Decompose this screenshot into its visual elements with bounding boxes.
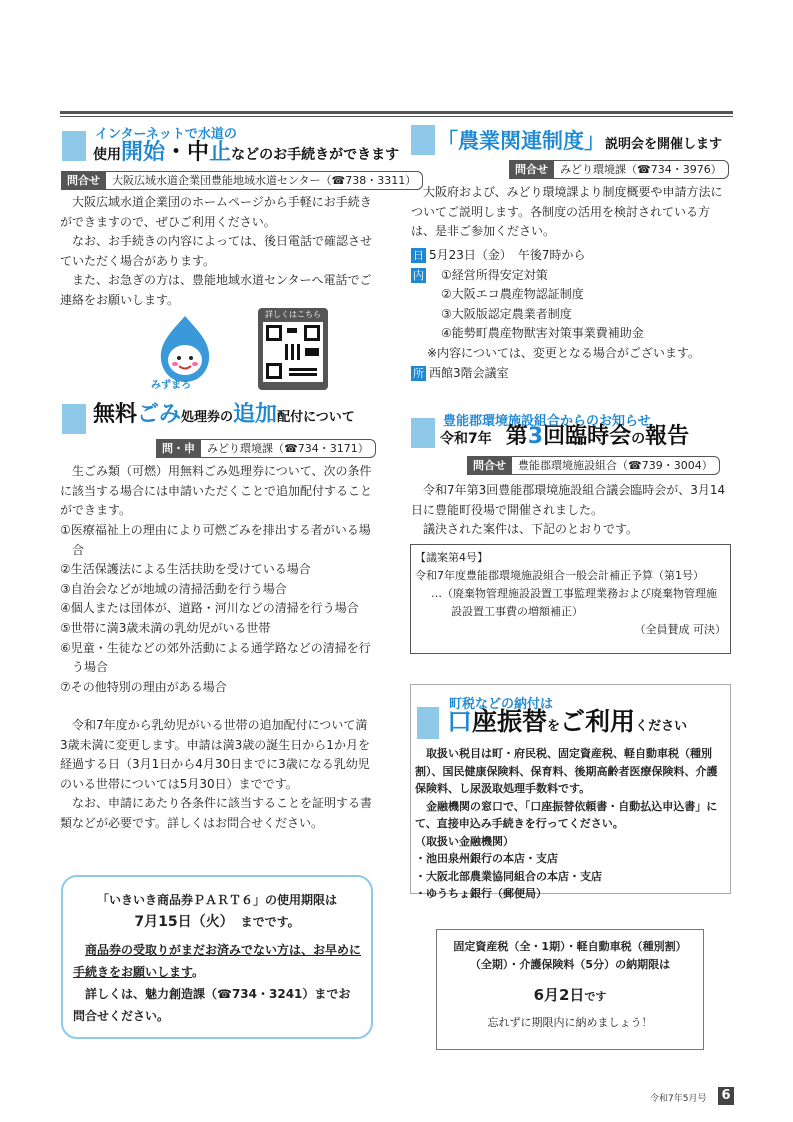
voucher-line4: 詳しくは、魅力創造課（☎734・3241）までお問合せください。 bbox=[73, 987, 351, 1023]
heading-marker bbox=[62, 131, 86, 161]
contact-org: 大阪広域水道企業団豊能地域水道センター（☎738・3311） bbox=[106, 171, 423, 190]
qr-pattern bbox=[263, 322, 323, 382]
agri-intro: 大阪府および、みどり環境課より制度概要や申請方法についてご説明します。各制度の活用を検討されている方は、是非ご参加ください。 bbox=[411, 185, 723, 239]
garbage-intro: 生ごみ類（可燃）用無料ごみ処理券について、次の条件に該当する場合には申請いただくことで追加配付することができます。 bbox=[60, 464, 373, 518]
contact-label: 問合せ bbox=[509, 160, 554, 179]
heading-marker bbox=[417, 707, 439, 739]
agri-date-row: 日 5月23日（金） 午後7時から bbox=[413, 248, 586, 262]
list-item: ④能勢町農産物獣害対策事業費補助金 bbox=[441, 326, 644, 341]
heading-marker bbox=[62, 404, 86, 434]
list-item: ・大阪北部農業協同組合の本店・支店 bbox=[415, 869, 602, 883]
agri-note: ※内容については、変更となる場合がございます。 bbox=[427, 345, 700, 360]
garbage-conditions bbox=[60, 521, 374, 697]
agri-content-row: 内 ①経営所得安定対策 bbox=[413, 267, 548, 282]
contact-label: 問合せ bbox=[467, 456, 512, 475]
agri-contact bbox=[509, 160, 729, 179]
deadline-line2: （全期）・介護保険料（5分）の納期限は bbox=[469, 958, 671, 971]
bill-title: 【議案第4号】 bbox=[415, 551, 488, 564]
mascot-name: みずまろ bbox=[151, 380, 191, 391]
agri-title: 「農業関連制度」説明会を開催します bbox=[437, 129, 723, 153]
tax-body: 取扱い税目は町・府民税、固定資産税、軽自動車税（種別割）、国民健康保険料、保育料、後期高齢者医療保険料、介護保険料、し尿汲取処理手数料です。 金融機関の窓口で、「口座振替依頼書・自動払込申込書」にて、直接申込み手続きを行ってください。 （取扱い金融機関） ・池田泉州銀行の本店・支店 ・大阪北部農業協同組合の本店・支店 ・ゆうちょ銀行（郵便局） bbox=[415, 745, 728, 903]
top-rule bbox=[60, 111, 733, 117]
list-item: ②大阪エコ農産物認証制度 bbox=[441, 287, 584, 302]
voucher-line1: 「いきいき商品券ＰＡＲＴ６」の使用期限は bbox=[96, 893, 337, 907]
deadline-notice bbox=[436, 929, 704, 1050]
heading-marker bbox=[411, 418, 435, 448]
bill-result: （全員賛成 可決） bbox=[634, 623, 726, 636]
list-item: ・池田泉州銀行の本店・支店 bbox=[415, 852, 558, 865]
mizumaro-mascot-icon bbox=[145, 312, 225, 392]
garbage-details: 令和7年度から乳幼児がいる世帯の追加配付について満3歳未満に変更します。申請は満3歳の誕生日から1か月を経過する日（3月1日から4月30日までに3歳になる乳幼児のいる世帯については5月30日）までです。 なお、申請にあたり各条件に該当することを証明する書類などが必要です。詳しくはお問合せください。 bbox=[60, 718, 373, 830]
garbage-contact bbox=[156, 439, 376, 458]
contact-label: 問・申 bbox=[156, 439, 201, 458]
contact-label: 問合せ bbox=[61, 171, 106, 190]
contact-org: みどり環境課（☎734・3171） bbox=[201, 439, 376, 458]
qr-code[interactable] bbox=[258, 308, 328, 390]
env-body: 令和7年第3回豊能郡環境施設組合議会臨時会が、3月14日に豊能町役場で開催されました。 議決された案件は、下記のとおりです。 bbox=[411, 483, 726, 537]
water-kicker: インターネットで水道の bbox=[95, 127, 237, 142]
deadline-line1: 固定資産税（全・1期）・軽自動車税（種別割） bbox=[453, 940, 687, 953]
list-item: ①医療福祉上の理由により可燃ごみを排出する者がいる場合 bbox=[60, 523, 371, 557]
list-item: ③自治会などが地域の清掃活動を行う場合 bbox=[60, 581, 287, 596]
list-item: ⑤世帯に満3歳未満の乳幼児がいる世帯 bbox=[60, 620, 271, 635]
issue-date: 令和7年5月号 bbox=[650, 1094, 707, 1104]
voucher-line3: 商品券の受取りがまだお済みでない方は、お早めに手続きをお願いします。 bbox=[73, 943, 362, 979]
page-number: 6 bbox=[718, 1087, 734, 1105]
bill-line2: …（廃棄物管理施設設置工事監理業務および廃棄物管理施設設置工事費の増額補正） bbox=[431, 587, 717, 618]
heading-marker bbox=[411, 125, 435, 155]
list-item: ⑦その他特別の理由がある場合 bbox=[60, 679, 227, 694]
list-item: ④個人または団体が、道路・河川などの清掃を行う場合 bbox=[60, 601, 359, 616]
qr-label: 詳しくはこちら bbox=[265, 310, 321, 319]
voucher-notice bbox=[61, 875, 373, 1039]
tax-kicker: 町税などの納付は bbox=[449, 697, 554, 712]
list-item: ⑥児童・生徒などの郊外活動による通学路などの清掃を行う場合 bbox=[60, 640, 371, 675]
water-title: 使用開始・中止などのお手続きができます bbox=[93, 140, 400, 165]
deadline-line4: 忘れずに期限内に納めましょう！ bbox=[487, 1016, 653, 1029]
tax-notice bbox=[410, 684, 731, 900]
list-item: ③大阪版認定農業者制度 bbox=[441, 306, 572, 321]
garbage-title: 無料ごみ処理券の追加配付について bbox=[93, 402, 355, 427]
water-body: 大阪広域水道企業団のホームページから手軽にお手続きができますので、ぜひご利用ください。 なお、お手続きの内容によっては、後日電話で確認させていただく場合があります。 また、お急ぎの方は、豊能地域水道センターへ電話でご連絡をお願いします。 bbox=[60, 195, 373, 307]
env-contact bbox=[467, 456, 720, 475]
env-bill-box bbox=[410, 544, 731, 654]
tax-title: 口座振替をご利用ください bbox=[447, 707, 688, 736]
water-contact bbox=[61, 171, 423, 190]
voucher-date-line: 7月15日（火） までです。 bbox=[134, 914, 300, 930]
list-item: ・ゆうちょ銀行（郵便局） bbox=[415, 887, 547, 900]
agri-place-row: 所 西館3階会議室 bbox=[413, 365, 509, 380]
agri-details bbox=[411, 246, 731, 383]
banks-title: （取扱い金融機関） bbox=[415, 834, 514, 848]
deadline-date-line: 6月2日です bbox=[533, 986, 607, 1004]
bill-line1: 令和7年度豊能郡環境施設組合一般会計補正予算（第1号） bbox=[415, 569, 704, 582]
env-title: 令和7年 第3回臨時会の報告 bbox=[440, 424, 690, 449]
list-item: ②生活保護法による生活扶助を受けている場合 bbox=[60, 562, 311, 577]
contact-org: 豊能郡環境施設組合（☎739・3004） bbox=[512, 456, 720, 475]
contact-org: みどり環境課（☎734・3976） bbox=[554, 160, 729, 179]
env-kicker: 豊能郡環境施設組合からのお知らせ bbox=[443, 414, 651, 429]
